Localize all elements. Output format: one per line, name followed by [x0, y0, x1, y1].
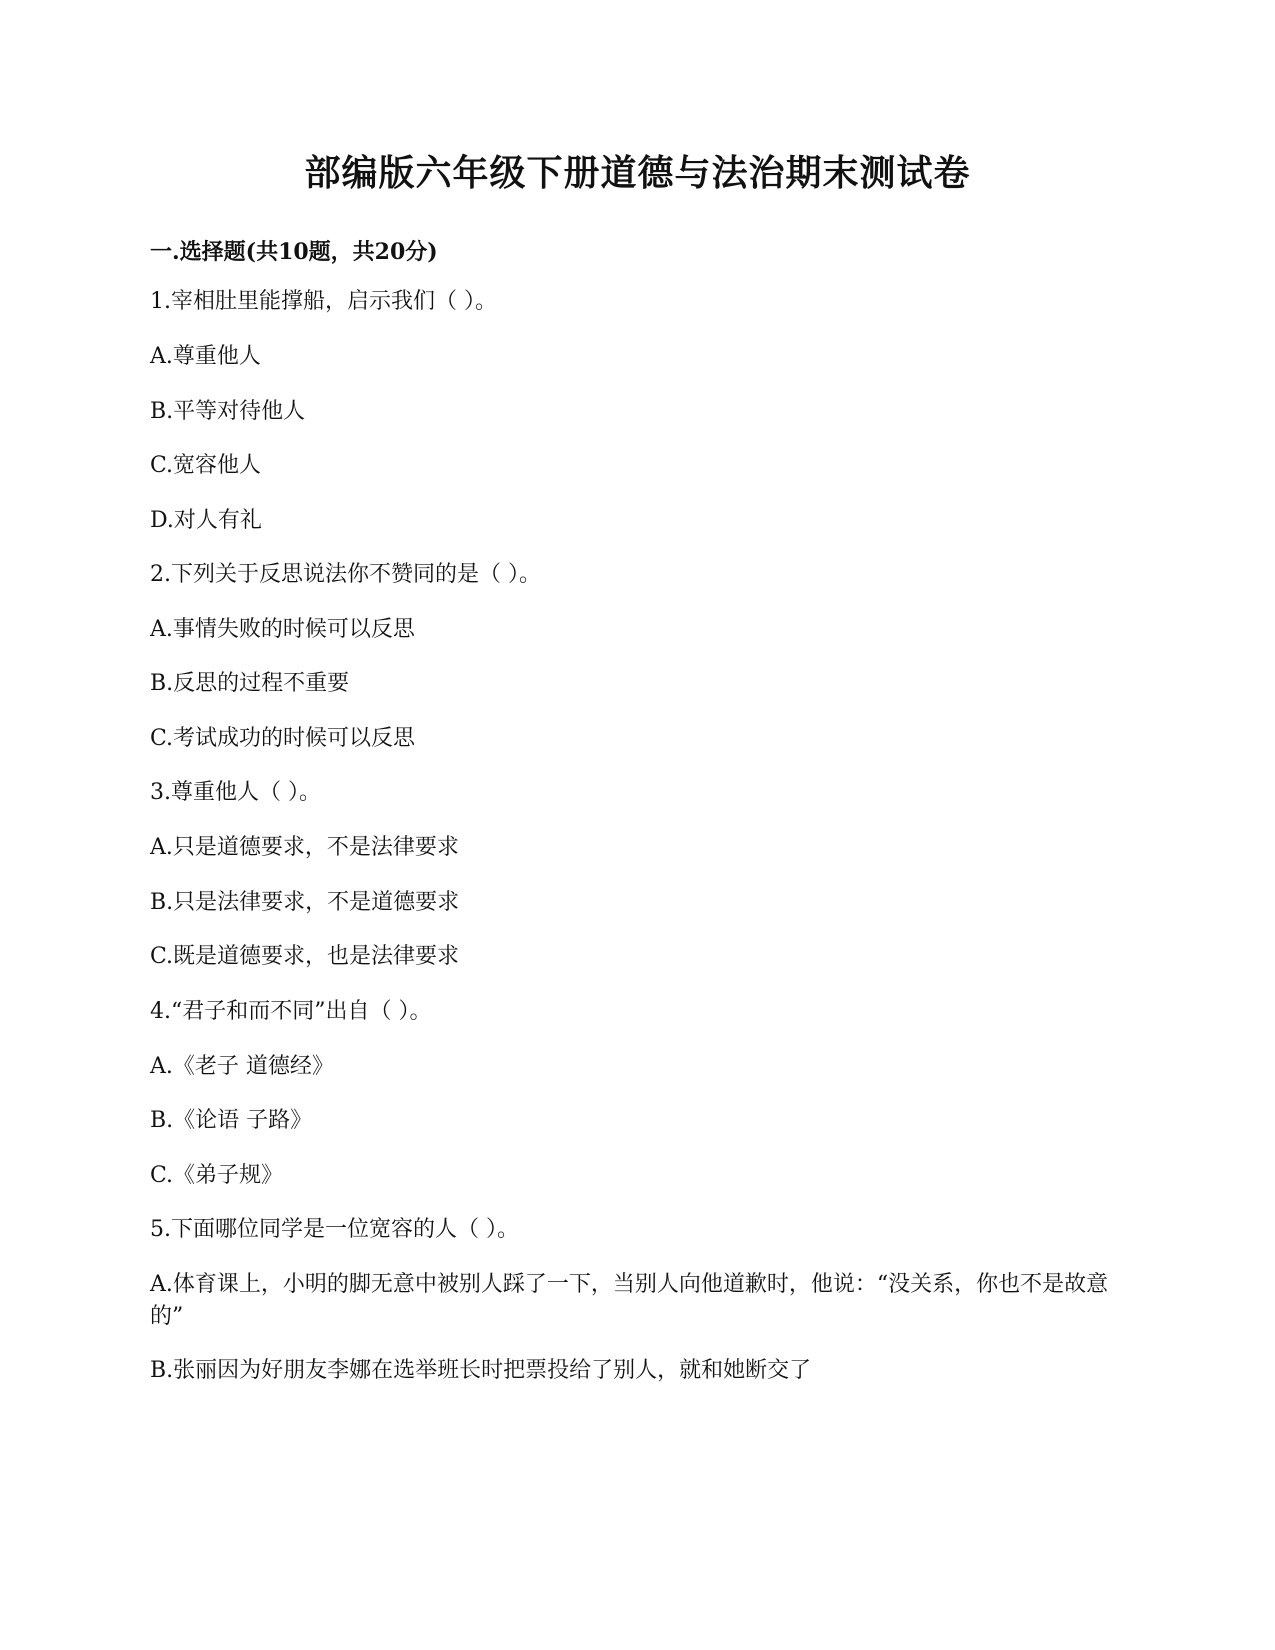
question-option: B.平等对待他人	[150, 399, 306, 424]
question-option: A.《老子 道德经》	[150, 1054, 334, 1079]
question-option: A.事情失败的时候可以反思	[150, 617, 415, 642]
question-stem: 5.下面哪位同学是一位宽容的人（ ）。	[150, 1217, 519, 1242]
question-option: C.考试成功的时候可以反思	[150, 726, 416, 751]
question-option: C.既是道德要求，也是法律要求	[150, 944, 460, 969]
question-option: B.《论语 子路》	[150, 1108, 313, 1133]
document-title: 部编版六年级下册道德与法治期末测试卷	[304, 152, 971, 194]
question-option: A.尊重他人	[150, 344, 261, 369]
question-option: B.张丽因为好朋友李娜在选举班长时把票投给了别人，就和她断交了	[150, 1358, 812, 1383]
question-option: B.反思的过程不重要	[150, 671, 350, 696]
question-option: A.只是道德要求，不是法律要求	[150, 835, 459, 860]
question-option: C.《弟子规》	[150, 1163, 284, 1188]
question-option: D.对人有礼	[150, 508, 262, 533]
section-heading: 一.选择题(共10题，共20分)	[150, 239, 438, 265]
question-stem: 2.下列关于反思说法你不赞同的是（ ）。	[150, 562, 541, 587]
question-option: C.宽容他人	[150, 453, 262, 478]
question-stem: 3.尊重他人（ ）。	[150, 780, 321, 805]
question-option: B.只是法律要求，不是道德要求	[150, 890, 460, 915]
question-stem: 4.“君子和而不同”出自（ ）。	[150, 999, 432, 1024]
question-option: A.体育课上，小明的脚无意中被别人踩了一下，当别人向他道歉时，他说：“没关系，你也不是故意的”	[150, 1272, 1109, 1329]
question-stem: 1.宰相肚里能撑船，启示我们（ ）。	[150, 289, 497, 314]
